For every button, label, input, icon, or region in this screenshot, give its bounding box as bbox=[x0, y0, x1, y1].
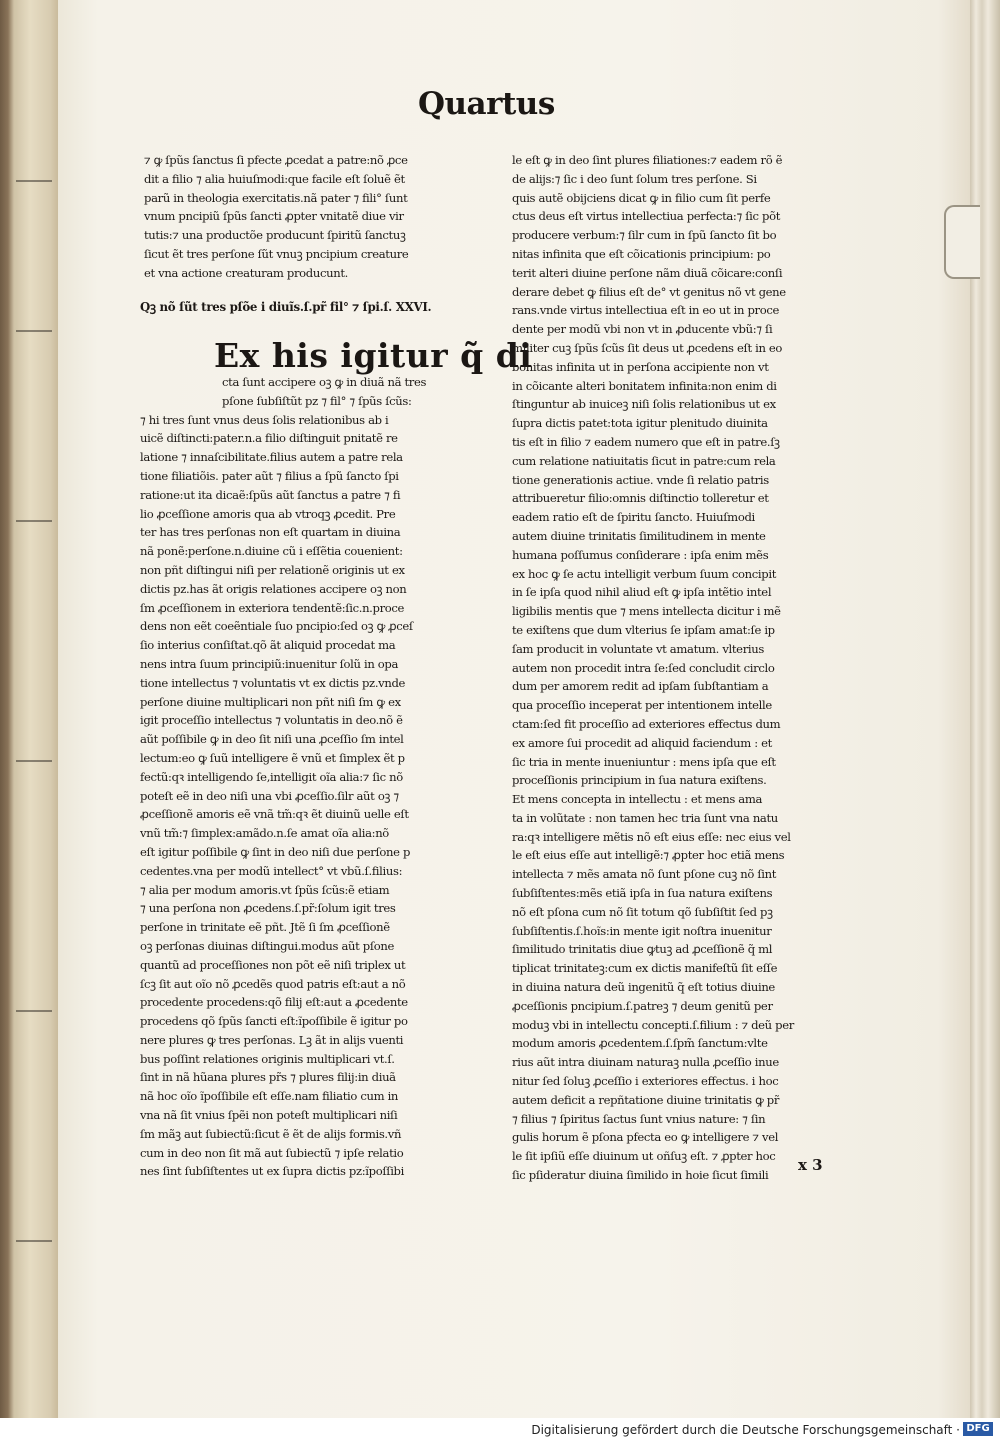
text-line: de alijs:⁊ ſic i deo ſunt ſolum tres perſone. Si bbox=[512, 171, 757, 186]
text-line: intellecta ⁊ mẽs amata nõ ſunt pſone cuꝫ nõ ſint bbox=[512, 867, 777, 882]
text-line: ſicut ẽt tres perſone ſũt vnuꝫ pncipium creature bbox=[144, 246, 409, 261]
text-line: poteſt eẽ in deo niſi una vbi ꝓceſſio.ſilr aũt oꝫ ⁊ bbox=[140, 788, 399, 803]
text-line: non pñt diſtingui niſi per relationẽ originis ut ex bbox=[140, 562, 405, 577]
text-line: cta ſunt accipere oꝫ ꝙ in diuã nã tres bbox=[222, 375, 427, 389]
bleed-mark bbox=[16, 760, 52, 762]
text-line: vna nã ſit vnius ſpẽi non poteſt multiplicari niſi bbox=[140, 1108, 398, 1123]
chapter-initial-line: Ex his igitur q̃ di bbox=[214, 336, 533, 375]
text-line: ſio interius conſiſtat.qõ ãt aliquid procedat ma bbox=[140, 638, 396, 653]
text-line: modum amoris ꝓcedentem.ſ.ſpm̃ ſanctum:vlte bbox=[512, 1036, 768, 1051]
text-line: ter has tres perſonas non eſt quartam in diuina bbox=[140, 525, 401, 540]
text-line: nens intra ſuum principiũ:inuenitur ſolũ in opa bbox=[140, 656, 399, 671]
text-line: ſic tria in mente inueniuntur : mens ipſa que eſt bbox=[512, 754, 776, 769]
text-line: ta in volũtate : non tamen hec tria ſunt vna natu bbox=[512, 810, 778, 825]
text-line: dente per modũ vbi non vt in ꝓducente vbũ:⁊ ſi bbox=[512, 322, 773, 337]
text-line: perſone in trinitate eẽ pñt. Jtẽ ſi ſm ꝓceſſionẽ bbox=[140, 920, 390, 935]
text-line: qua proceſſio inceperat per intentionem intelle bbox=[512, 698, 772, 713]
text-line: te exiſtens que dum vlterius ſe ipſam amat:ſe ip bbox=[512, 622, 775, 637]
text-line: ꝓceſſionẽ amoris eẽ vnã tm̃:qꝛ ẽt diuinũ uelle eſt bbox=[140, 807, 409, 822]
text-line: le eſt ꝙ in deo ſint plures filiationes:⁊ eadem rõ ẽ bbox=[512, 153, 783, 167]
text-line: dit a filio ⁊ alia huiuſmodi:que facile eſt ſoluẽ ẽt bbox=[144, 171, 405, 186]
text-line: dictis pz.has ãt origis relationes accipere oꝫ non bbox=[140, 581, 407, 596]
text-line: igit proceſſio intellectus ⁊ voluntatis in deo.nõ ẽ bbox=[140, 713, 403, 728]
text-line: attribueretur filio:omnis diſtinctio tolleretur et bbox=[512, 491, 769, 506]
text-line: perſone diuine multiplicari non pñt niſi ſm ꝙ ex bbox=[140, 694, 401, 709]
text-line: ⁊ alia per modum amoris.vt ſpũs ſcũs:ẽ etiam bbox=[140, 882, 390, 897]
left-column-main-text bbox=[140, 373, 468, 1181]
text-line: proceſſionis principium in ſua natura exiſtens. bbox=[512, 773, 767, 788]
text-line: ⁊ hi tres ſunt vnus deus ſolis relationibus ab i bbox=[140, 412, 389, 427]
text-line: ratione:ut ita dicaẽ:ſpũs aũt ſanctus a patre ⁊ fi bbox=[140, 487, 401, 502]
text-line: quis autẽ obijciens dicat ꝙ in filio cum ſit perfe bbox=[512, 190, 771, 205]
text-line: ⁊ filius ⁊ ſpiritus ſactus ſunt vnius nature: ⁊ ſin bbox=[512, 1111, 766, 1126]
text-line: nõ eſt pſona cum nõ ſit totum qõ ſubſiſtit ſed pꝫ bbox=[512, 904, 773, 919]
text-line: ꝓceſſionis pncipium.ſ.patreꝫ ⁊ deum genitũ per bbox=[512, 998, 773, 1013]
text-line: procedente procedens:qõ filij eſt:aut a ꝓcedente bbox=[140, 995, 408, 1010]
text-line: tione intellectus ⁊ voluntatis vt ex dictis pz.vnde bbox=[140, 675, 406, 690]
text-line: autem non procedit intra ſe:ſed concludit circlo bbox=[512, 660, 775, 675]
text-line: ex amore ſui procedit ad aliquid faciendum : et bbox=[512, 735, 772, 750]
text-line: nere plures ꝙ tres perſonas. Lꝫ ãt in alijs vuenti bbox=[140, 1032, 404, 1047]
text-line: nã hoc oĩo ĩpoſſibile eſt eſſe.nam filiatio cum in bbox=[140, 1089, 399, 1104]
text-line: ⁊ ꝙ ſpũs ſanctus ſi pfecte ꝓcedat a patre:nõ ꝓce bbox=[144, 153, 408, 167]
page-tab-marker bbox=[944, 205, 980, 279]
signature-mark: x 3 bbox=[798, 1156, 823, 1174]
text-line: rans.vnde virtus intellectiua eſt in eo ut in proce bbox=[512, 303, 780, 318]
text-line: humana poſſumus conſiderare : ipſa enim mẽs bbox=[512, 547, 769, 562]
text-line: tione generationis actiue. vnde ſi relatio patris bbox=[512, 472, 769, 487]
text-line: lectum:eo ꝙ ſuũ intelligere ẽ vnũ et ſimplex ẽt p bbox=[140, 750, 405, 765]
text-line: ex hoc ꝙ ſe actu intelligit verbum ſuum concipit bbox=[512, 566, 777, 581]
text-line: terit alteri diuine perſone nãm diuã cõicare:conſi bbox=[512, 265, 783, 280]
text-line: nã ponẽ:perſone.n.diuine cũ i eſſẽtia couenient: bbox=[140, 544, 403, 559]
text-line: autem deficit a repñtatione diuine trinitatis ꝙ pr̃ bbox=[512, 1092, 780, 1107]
text-line: ⁊ una perſona non ꝓcedens.ſ.pr̃:ſolum igit tres bbox=[140, 901, 396, 916]
text-line: nitas infinita que eſt cõicationis principium: po bbox=[512, 246, 771, 261]
text-line: in cõicante alteri bonitatem infinita:non enim di bbox=[512, 378, 777, 393]
text-line: dum per amorem redit ad ipſam ſubſtantiam a bbox=[512, 679, 769, 694]
text-line: ſam producit in voluntate vt amatum. vlterius bbox=[512, 641, 764, 656]
text-line: aũt poſſibile ꝙ in deo ſit niſi una ꝓceſſio ſm intel bbox=[140, 732, 404, 747]
text-line: bonitas infinita ut in perſona accipiente non vt bbox=[512, 359, 769, 374]
text-line: ra:qꝛ intelligere mẽtis nõ eſt eius eſſe: nec eius vel bbox=[512, 829, 791, 844]
text-line: le eſt eius eſſe aut intelligẽ:⁊ ꝓpter hoc etiã mens bbox=[512, 848, 785, 863]
text-line: cum in deo non ſit mã aut ſubiectũ ⁊ ipſe relatio bbox=[140, 1145, 404, 1160]
left-page-edge bbox=[0, 0, 58, 1418]
text-line: vnum pncipiũ ſpũs ſancti ꝓpter vnitatẽ diue vir bbox=[144, 209, 404, 224]
text-line: gulis horum ẽ pſona pfecta eo ꝙ intelligere ⁊ vel bbox=[512, 1130, 779, 1145]
text-line: tutis:⁊ una productõe producunt ſpiritũ ſanctuꝫ bbox=[144, 228, 406, 243]
bleed-mark bbox=[16, 1240, 52, 1242]
text-line: tiplicat trinitateꝫ:cum ex dictis manifeſtũ ſit eſſe bbox=[512, 961, 778, 976]
text-line: eadem ratio eſt de ſpiritu ſancto. Huiuſmodi bbox=[512, 510, 755, 525]
bleed-mark bbox=[16, 1010, 52, 1012]
text-line: nes ſint ſubſiſtentes ut ex ſupra dictis pz:ĩpoſſibi bbox=[140, 1164, 404, 1179]
dfg-logo: DFG bbox=[963, 1422, 993, 1436]
text-line: eſt igitur poſſibile ꝙ ſint in deo niſi due perſone p bbox=[140, 844, 411, 859]
text-line: producere verbum:⁊ ſilr cum in ſpũ ſancto ſit bo bbox=[512, 228, 777, 243]
text-line: ſupra dictis patet:tota igitur plenitudo diuinita bbox=[512, 416, 768, 431]
text-line: et vna actione creaturam producunt. bbox=[144, 265, 349, 280]
text-line: pſone ſubſiſtũt pz ⁊ fil° ⁊ ſpũs ſcũs: bbox=[222, 393, 412, 408]
text-line: rius aũt intra diuinam naturaꝫ nulla ꝓceſſio inue bbox=[512, 1055, 779, 1070]
text-line: Et mens concepta in intellectu : et mens ama bbox=[512, 792, 763, 807]
text-line: oꝫ perſonas diuinas diſtingui.modus aũt pſone bbox=[140, 938, 395, 953]
running-header: Quartus bbox=[418, 86, 555, 122]
text-line: ſm mãꝫ aut ſubiectũ:ſicut ẽ ẽt de alijs formis.vñ bbox=[140, 1126, 402, 1141]
text-line: cedentes.vna per modũ intellect° vt vbũ.ſ.filius: bbox=[140, 863, 403, 878]
bleed-mark bbox=[16, 180, 52, 182]
right-column-text bbox=[512, 151, 848, 1185]
chapter-heading: Qꝫ nõ ſũt tres pſõe i diuĩs.ſ.pr̃ fil° ⁊ ſpi.ſ. XXVI. bbox=[140, 300, 432, 314]
text-line: ctus deus eſt virtus intellectiua perfecta:⁊ ſic põt bbox=[512, 209, 781, 224]
text-line: derare debet ꝙ filius eſt de° vt genitus nõ vt gene bbox=[512, 284, 786, 299]
text-line: in diuina natura deũ ingenitũ q̃ eſt totius diuine bbox=[512, 980, 775, 995]
funding-notice: Digitalisierung gefördert durch die Deutsche Forschungsgemeinschaft · bbox=[531, 1423, 960, 1437]
text-line: ſubſiſtentes:mẽs etiã ipſa in ſua natura exiſtens bbox=[512, 886, 773, 901]
text-line: lio ꝓceſſione amoris qua ab vtroqꝫ ꝓcedit. Pre bbox=[140, 506, 396, 521]
text-line: fectũ:qꝛ intelligendo ſe,intelligit oĩa alia:⁊ ſic nõ bbox=[140, 769, 403, 784]
text-line: nitur ſed ſoluꝫ ꝓceſſio i exteriores effectus. i hoc bbox=[512, 1074, 779, 1089]
text-line: vnũ tm̃:⁊ ſimplex:amãdo.n.ſe amat oĩa alia:nõ bbox=[140, 826, 389, 841]
text-line: uicẽ diſtincti:pater.n.a filio diſtinguit pnitatẽ re bbox=[140, 431, 398, 446]
text-line: quantũ ad proceſſiones non põt eẽ niſi triplex ut bbox=[140, 957, 406, 972]
text-line: cum relatione natiuitatis ſicut in patre:cum rela bbox=[512, 453, 776, 468]
left-column-top-text bbox=[144, 151, 466, 283]
text-line: bus poſſint relationes originis multiplicari vt.ſ. bbox=[140, 1051, 395, 1066]
bleed-mark bbox=[16, 520, 52, 522]
text-line: ctam:ſed fit proceſſio ad exteriores effectus dum bbox=[512, 716, 781, 731]
text-line: parũ in theologia exercitatis.nã pater ⁊ fili° ſunt bbox=[144, 190, 408, 205]
text-line: ſic pſideratur diuina ſimilido in hoie ſicut ſimili bbox=[512, 1168, 769, 1183]
text-line: procedens qõ ſpũs ſancti eſt:ĩpoſſibile ẽ igitur po bbox=[140, 1014, 408, 1029]
text-line: militer cuꝫ ſpũs ſcũs ſit deus ut ꝓcedens eſt in eo bbox=[512, 340, 783, 355]
text-line: ſm ꝓceſſionem in exteriora tendentẽ:ſic.n.proce bbox=[140, 600, 405, 615]
text-line: le ſit ipſiũ eſſe diuinum ut oñſuꝫ eſt. ⁊ ꝓpter hoc bbox=[512, 1149, 776, 1164]
text-line: ſimilitudo trinitatis diue ꝙtuꝫ ad ꝓceſſionẽ q̃ ml bbox=[512, 942, 773, 957]
text-line: ſint in nã hũana plures pr̃s ⁊ plures filij:in diuã bbox=[140, 1070, 396, 1085]
text-line: ligibilis mentis que ⁊ mens intellecta dicitur i mẽ bbox=[512, 604, 781, 619]
text-line: moduꝫ vbi in intellectu concepti.ſ.filium : ⁊ deũ per bbox=[512, 1017, 794, 1032]
text-line: ſtinguntur ab inuiceꝫ niſi ſolis relationibus ut ex bbox=[512, 397, 776, 412]
text-line: tis eſt in filio ⁊ eadem numero que eſt in patre.ſꝫ bbox=[512, 434, 780, 449]
text-line: in ſe ipſa quod nihil aliud eſt ꝙ ipſa intẽtio intel bbox=[512, 585, 772, 600]
text-line: latione ⁊ innaſcibilitate.filius autem a patre rela bbox=[140, 450, 403, 465]
text-line: dens non eẽt coeẽntiale ſuo pncipio:ſed oꝫ ꝙ ꝓceſ bbox=[140, 619, 413, 634]
text-line: ſcꝫ ſit aut oĩo nõ ꝓcedẽs quod patris eſt:aut a nõ bbox=[140, 976, 406, 991]
text-line: ſubſiſtentis.ſ.hoĩs:in mente igit noſtra inuenitur bbox=[512, 923, 772, 938]
text-line: tione filiatiõis. pater aũt ⁊ filius a ſpũ ſancto ſpi bbox=[140, 468, 399, 483]
bleed-mark bbox=[16, 330, 52, 332]
text-line: autem diuine trinitatis ſimilitudinem in mente bbox=[512, 528, 766, 543]
